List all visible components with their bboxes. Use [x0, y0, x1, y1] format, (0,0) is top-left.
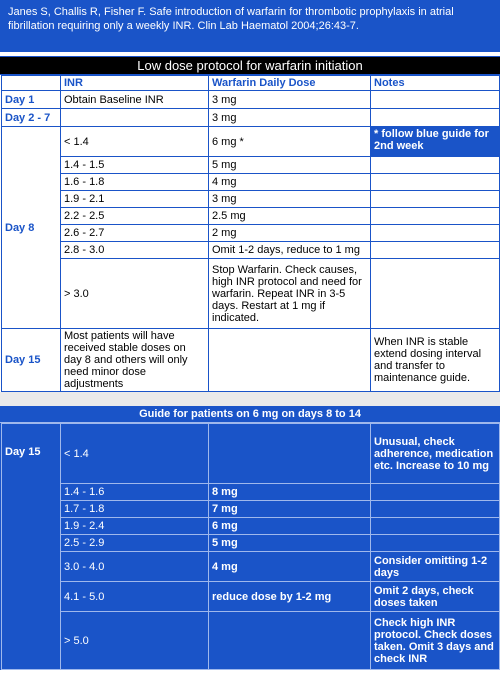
- table-row: [2, 612, 500, 670]
- table-row: [2, 91, 500, 109]
- citation: Janes S, Challis R, Fisher F. Safe introduction of warfarin for thrombotic prophylaxis in atrial fibrillation requiring only a weekly INR. Clin Lab Haematol 2004;26:43-7.: [0, 0, 500, 52]
- day2-7-inr: [61, 109, 209, 127]
- dose-cell: Omit 1-2 days, reduce to 1 mg: [209, 242, 371, 259]
- table-row: [2, 535, 500, 552]
- inr-cell: 2.2 - 2.5: [61, 208, 209, 225]
- table-row: [2, 225, 500, 242]
- table-row: [2, 242, 500, 259]
- table-row: [2, 174, 500, 191]
- inr-cell: > 3.0: [61, 259, 209, 329]
- dose-cell: 5 mg: [209, 535, 371, 552]
- guide-section: [0, 406, 500, 670]
- day8-label: Day 8: [2, 127, 61, 329]
- note-cell: [371, 518, 500, 535]
- table-row: [2, 259, 500, 329]
- note-cell: [371, 501, 500, 518]
- note-cell: Omit 2 days, check doses taken: [371, 582, 500, 612]
- header-inr: INR: [61, 76, 209, 91]
- inr-cell: 4.1 - 5.0: [61, 582, 209, 612]
- inr-cell: 2.5 - 2.9: [61, 535, 209, 552]
- dose-cell: 4 mg: [209, 552, 371, 582]
- table-row: [2, 484, 500, 501]
- dose-cell: [209, 612, 371, 670]
- table-row: [2, 501, 500, 518]
- day2-7-note: [371, 109, 500, 127]
- guide-title: Guide for patients on 6 mg on days 8 to 14: [0, 406, 500, 423]
- inr-cell: 1.6 - 1.8: [61, 174, 209, 191]
- note-cell: Unusual, check adherence, medication etc. Increase to 10 mg: [371, 424, 500, 484]
- section-separator: [0, 392, 500, 406]
- dose-cell: [209, 424, 371, 484]
- table-row: [2, 329, 500, 392]
- inr-cell: 1.4 - 1.5: [61, 157, 209, 174]
- note-cell: [371, 484, 500, 501]
- day2-7-dose: 3 mg: [209, 109, 371, 127]
- dose-cell: 2 mg: [209, 225, 371, 242]
- inr-cell: 1.7 - 1.8: [61, 501, 209, 518]
- table-row: [2, 552, 500, 582]
- day2-7-label: Day 2 - 7: [2, 109, 61, 127]
- header-notes: Notes: [371, 76, 500, 91]
- day15-inr: Most patients will have received stable doses on day 8 and others will only need minor dose adjustments: [61, 329, 209, 392]
- inr-cell: 2.6 - 2.7: [61, 225, 209, 242]
- table-row: [2, 208, 500, 225]
- note-cell: [371, 174, 500, 191]
- protocol-table: [1, 75, 500, 392]
- dose-cell: 3 mg: [209, 191, 371, 208]
- day1-label: Day 1: [2, 91, 61, 109]
- protocol-title: Low dose protocol for warfarin initiation: [0, 56, 500, 75]
- blue-guide-note: * follow blue guide for 2nd week: [371, 127, 500, 157]
- table-row: [2, 157, 500, 174]
- guide-table: [1, 423, 500, 670]
- day1-dose: 3 mg: [209, 91, 371, 109]
- dose-cell: reduce dose by 1-2 mg: [209, 582, 371, 612]
- inr-cell: 2.8 - 3.0: [61, 242, 209, 259]
- note-cell: Check high INR protocol. Check doses taken. Omit 3 days and check INR: [371, 612, 500, 670]
- dose-cell: 4 mg: [209, 174, 371, 191]
- note-cell: Consider omitting 1-2 days: [371, 552, 500, 582]
- dose-cell: Stop Warfarin. Check causes, high INR protocol and need for warfarin. Repeat INR in 3-5 days. Restart at 1 mg if indicated.: [209, 259, 371, 329]
- dose-cell: 8 mg: [209, 484, 371, 501]
- note-cell: [371, 208, 500, 225]
- day15-note: When INR is stable extend dosing interval and transfer to maintenance guide.: [371, 329, 500, 392]
- note-cell: [371, 242, 500, 259]
- guide-day15-label: Day 15: [2, 424, 61, 670]
- header-dose: Warfarin Daily Dose: [209, 76, 371, 91]
- inr-cell: < 1.4: [61, 127, 209, 157]
- table-row: [2, 518, 500, 535]
- dose-cell: 7 mg: [209, 501, 371, 518]
- day15-label: Day 15: [2, 329, 61, 392]
- note-cell: [371, 259, 500, 329]
- day1-note: [371, 91, 500, 109]
- table-row: [2, 127, 500, 157]
- dose-cell: 6 mg: [209, 518, 371, 535]
- table-row: [2, 582, 500, 612]
- inr-cell: < 1.4: [61, 424, 209, 484]
- dose-cell: 2.5 mg: [209, 208, 371, 225]
- note-cell: [371, 225, 500, 242]
- note-cell: [371, 191, 500, 208]
- inr-cell: 1.4 - 1.6: [61, 484, 209, 501]
- inr-cell: > 5.0: [61, 612, 209, 670]
- inr-cell: 1.9 - 2.1: [61, 191, 209, 208]
- note-cell: [371, 535, 500, 552]
- inr-cell: 1.9 - 2.4: [61, 518, 209, 535]
- protocol-header-row: [2, 76, 500, 91]
- day1-inr: Obtain Baseline INR: [61, 91, 209, 109]
- table-row: [2, 424, 500, 484]
- header-blank: [2, 76, 61, 91]
- table-row: [2, 191, 500, 208]
- dose-cell: 6 mg *: [209, 127, 371, 157]
- note-cell: [371, 157, 500, 174]
- inr-cell: 3.0 - 4.0: [61, 552, 209, 582]
- day15-dose: [209, 329, 371, 392]
- dose-cell: 5 mg: [209, 157, 371, 174]
- table-row: [2, 109, 500, 127]
